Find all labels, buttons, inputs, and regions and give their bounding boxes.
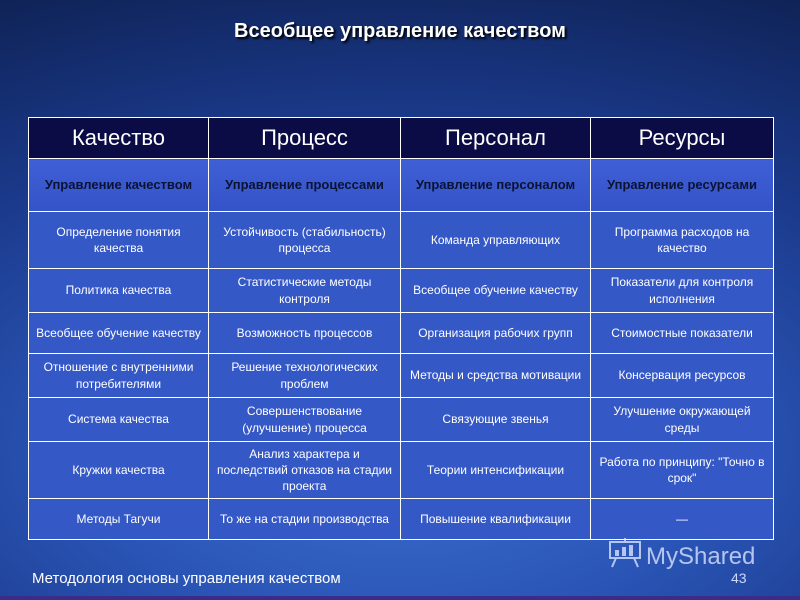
- table-cell: Совершенствование (улучшение) процесса: [209, 398, 401, 442]
- table-cell: Повышение квалификации: [401, 499, 591, 540]
- table-cell: Статистические методы контроля: [209, 269, 401, 313]
- subheader-cell: Управление процессами: [209, 159, 401, 212]
- table-cell: —: [591, 499, 774, 540]
- table-cell: Связующие звенья: [401, 398, 591, 442]
- table-cell: Система качества: [29, 398, 209, 442]
- table-cell: Методы и средства мотивации: [401, 354, 591, 398]
- table-cell: Стоимостные показатели: [591, 313, 774, 354]
- table-cell: Устойчивость (стабильность) процесса: [209, 212, 401, 269]
- table-row: [29, 398, 774, 442]
- table-cell: Работа по принципу: "Точно в срок": [591, 442, 774, 499]
- quality-management-table: [28, 117, 774, 540]
- footer-text: Методология основы управления качеством: [32, 570, 341, 587]
- table-row: [29, 442, 774, 499]
- watermark-text: MyShared: [646, 542, 756, 570]
- header-cell: Персонал: [401, 118, 591, 159]
- subheader-cell: Управление качеством: [29, 159, 209, 212]
- table-cell: Решение технологических проблем: [209, 354, 401, 398]
- table-cell: Методы Тагучи: [29, 499, 209, 540]
- slide-title: Всеобщее управление качеством: [234, 20, 566, 42]
- table-cell: Консервация ресурсов: [591, 354, 774, 398]
- table-cell: Определение понятия качества: [29, 212, 209, 269]
- table-header-row: [29, 118, 774, 159]
- header-cell: Ресурсы: [591, 118, 774, 159]
- header-cell: Качество: [29, 118, 209, 159]
- page-number: 43: [731, 570, 747, 586]
- table-cell: Команда управляющих: [401, 212, 591, 269]
- table-cell: Программа расходов на качество: [591, 212, 774, 269]
- table-cell: Анализ характера и последствий отказов на стадии проекта: [209, 442, 401, 499]
- table-cell: Показатели для контроля исполнения: [591, 269, 774, 313]
- presentation-board-icon: [608, 538, 646, 575]
- table-cell: Возможность процессов: [209, 313, 401, 354]
- subheader-cell: Управление персоналом: [401, 159, 591, 212]
- table-cell: Отношение с внутренними потребителями: [29, 354, 209, 398]
- table-subheader-row: [29, 159, 774, 212]
- header-cell: Процесс: [209, 118, 401, 159]
- table-cell: Улучшение окружающей среды: [591, 398, 774, 442]
- table-cell: Организация рабочих групп: [401, 313, 591, 354]
- footer-divider: [0, 596, 800, 600]
- table-cell: То же на стадии производства: [209, 499, 401, 540]
- table-cell: Политика качества: [29, 269, 209, 313]
- table-row: [29, 354, 774, 398]
- table-cell: Кружки качества: [29, 442, 209, 499]
- table-row: [29, 313, 774, 354]
- table-cell: Всеобщее обучение качеству: [401, 269, 591, 313]
- table-row: [29, 212, 774, 269]
- table-cell: Всеобщее обучение качеству: [29, 313, 209, 354]
- subheader-cell: Управление ресурсами: [591, 159, 774, 212]
- table-row: [29, 269, 774, 313]
- table-cell: Теории интенсификации: [401, 442, 591, 499]
- table-row: [29, 499, 774, 540]
